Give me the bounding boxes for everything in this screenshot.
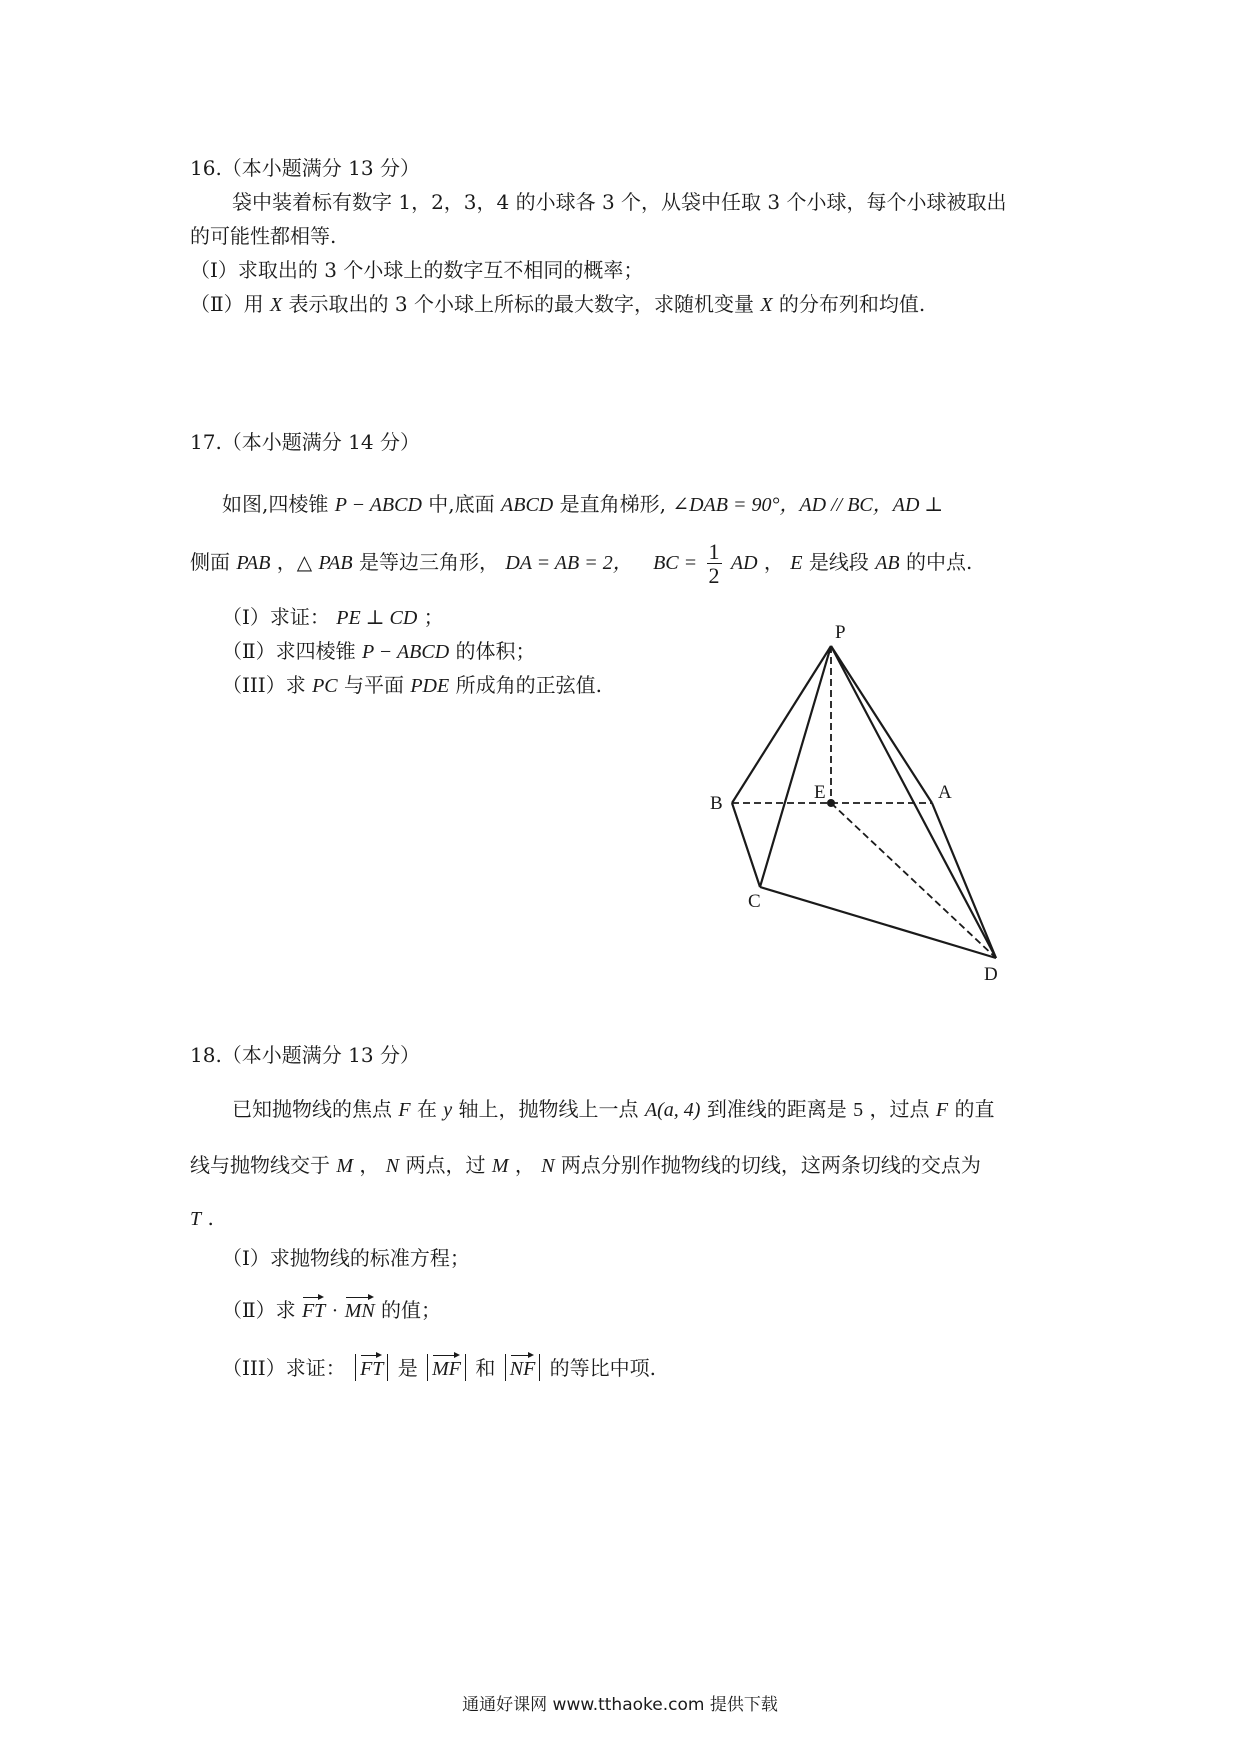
q18-part3-text-c: 和 [475,1356,496,1380]
q17-line2-math-4: BC = [653,552,698,575]
fraction-numerator: 1 [708,539,720,564]
q18-line1-math-5: F [935,1099,949,1121]
abs-nf [505,1354,541,1381]
q17-part2-text-a: （Ⅱ）求四棱锥 [222,639,356,663]
q17-part2 [222,639,536,664]
vector-nf-abs: NF [510,1354,536,1381]
edge-pb [732,646,831,803]
q18-line1-math-3: A(a, 4) [644,1099,701,1121]
point-e-dot [827,799,835,807]
q16-intro-line2: 的可能性都相等. [190,224,337,248]
label-e: E [814,782,826,803]
q18-line1-text-b: 在 [416,1097,437,1121]
q16-var-x-2: X [760,294,773,316]
q18-line1-text-d: 到准线的距离是 [706,1097,847,1121]
vector-mf-abs: MF [432,1354,461,1381]
label-p: P [835,622,846,643]
q17-header: 17.（本小题满分 14 分） [190,430,420,454]
q17-line1-text-a: 如图,四棱锥 [222,492,329,516]
edge-cd [760,887,996,958]
vector-ft-abs: FT [360,1354,383,1381]
q17-line1-math-2: ABCD [501,494,554,516]
q18-line1-math-1: F [398,1099,411,1121]
q18-line2-text-e: 两点分别作抛物线的切线，这两条切线的交点为 [560,1153,981,1177]
abs-mf [427,1354,466,1381]
hidden-edge-ed [831,803,996,958]
q17-line1-text-b: 中,底面 [428,492,495,516]
q17-part3-text-b: 与平面 [343,673,404,697]
q18-line2-text-a: 线与抛物线交于 [190,1153,330,1177]
q17-line2-text-d: ， [763,550,784,575]
q18-line1-text-e: ，过点 [869,1097,930,1121]
edge-pd [831,646,996,958]
q17-line1-text-c: 是直角梯形, [559,492,666,516]
q18-line2-text-d: ， [514,1153,535,1177]
pyramid-figure [690,612,1030,992]
q17-line1 [222,492,943,517]
q18-line2-text-c: 两点，过 [405,1153,486,1177]
q17-part1-math: PE ⊥ CD [336,607,418,629]
q16-part2-text-a: （Ⅱ）用 [190,292,264,316]
q18-part2-text-b: 的值； [381,1298,442,1322]
abs-ft [355,1354,388,1381]
q17-line2-text-c: 是等边三角形， [358,550,499,575]
q18-part2 [222,1296,441,1323]
edge-pa [831,646,932,803]
q17-line1-math-1: P − ABCD [334,494,422,516]
q17-part3-text-c: 所成角的正弦值. [455,673,602,697]
q18-part3-text-d: 的等比中项. [549,1356,657,1380]
q18-header: 18.（本小题满分 13 分） [190,1043,420,1067]
q16-part2 [190,292,925,317]
edge-pc [760,646,831,887]
label-c: C [748,891,761,912]
q18-line2 [190,1153,981,1178]
q17-part2-text-b: 的体积； [455,639,536,663]
q18-line2-text-b: ， [359,1153,380,1177]
q17-line2-text-f: 的中点. [905,550,973,575]
q18-line1-text-c: 轴上，抛物线上一点 [458,1097,639,1121]
q18-line2-math-2: N [385,1155,400,1177]
q17-part1 [222,605,444,630]
q17-part2-math: P − ABCD [361,641,450,663]
q18-line2-math-4: N [541,1155,555,1177]
label-d: D [984,964,998,985]
q17-line2-text-e: 是线段 [808,550,869,575]
q18-line1-math-4: 5 [853,1099,864,1121]
q18-line1-text-f: 的直 [954,1097,995,1121]
q17-line1-math-3: ∠DAB = 90°，AD // BC，AD ⊥ [672,494,944,516]
q18-line3 [190,1206,214,1231]
vector-ft: FT [302,1296,325,1323]
q17-part3 [222,673,602,698]
vector-mn: MN [345,1296,375,1323]
q17-line2 [190,540,972,587]
q18-part3-text-b: 是 [397,1356,418,1380]
q17-line2-text-b: ，△ [276,550,313,575]
q16-intro-line1: 袋中装着标有数字 1，2，3，4 的小球各 3 个，从袋中任取 3 个小球，每个小球被取出 [232,190,1007,214]
q18-line1-text-a: 已知抛物线的焦点 [232,1097,392,1121]
q17-line2-math-1: PAB [236,552,271,575]
q17-line2-math-3: DA = AB = 2， [505,552,633,575]
q17-line2-math-6: E [790,552,803,575]
q16-part2-text-c: 的分布列和均值. [778,292,926,316]
q18-part3 [222,1354,656,1381]
q18-part1: （Ⅰ）求抛物线的标准方程； [222,1246,470,1270]
q17-line2-math-2: PAB [318,552,353,575]
q16-part2-text-b: 表示取出的 3 个小球上所标的最大数字，求随机变量 [288,292,754,316]
edge-bc [732,803,760,887]
q17-line2-text-a: 侧面 [190,550,230,575]
page-footer: 通通好课网 www.tthaoke.com 提供下载 [462,1695,778,1715]
q18-line2-math-1: M [336,1155,354,1177]
q17-line2-math-7: AB [875,552,900,575]
q18-line1-math-2: y [443,1099,453,1121]
q16-header: 16.（本小题满分 13 分） [190,156,420,180]
q17-part3-text-a: （III）求 [222,673,306,697]
q17-part1-text-a: （Ⅰ）求证： [222,605,330,629]
q17-part3-math-2: PDE [410,675,450,697]
q18-line3-text: . [207,1206,214,1230]
q18-line1 [232,1097,994,1122]
label-b: B [710,793,723,814]
q17-part1-text-b: ； [423,605,444,629]
dot-operator: · [331,1300,339,1322]
q18-line3-math: T [190,1208,202,1230]
q17-line2-math-5: AD [730,552,758,575]
q17-part3-math-1: PC [312,675,338,697]
q16-var-x: X [269,294,283,316]
q18-part2-text-a: （Ⅱ）求 [222,1298,296,1322]
q18-line2-math-3: M [491,1155,509,1177]
q18-part3-text-a: （III）求证： [222,1356,346,1380]
fraction-denominator: 2 [708,563,720,589]
q16-part1: （Ⅰ）求取出的 3 个小球上的数字互不相同的概率； [190,258,644,282]
fraction-one-half [707,540,722,587]
edge-ad [932,803,996,958]
label-a: A [938,782,952,803]
